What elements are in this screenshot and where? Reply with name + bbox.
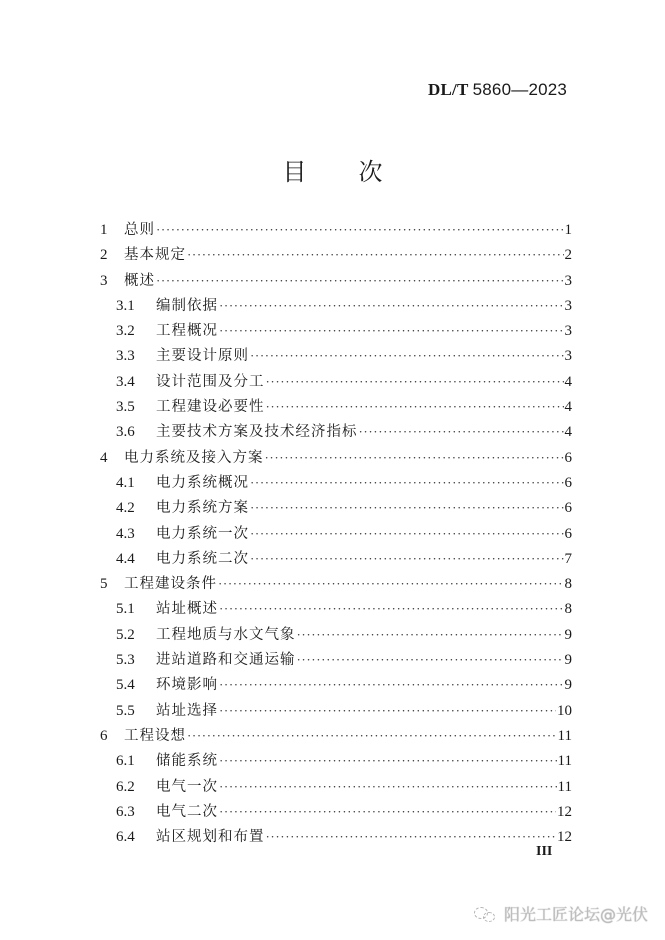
dot-leader	[219, 672, 564, 697]
toc-entry-title: 概述	[124, 272, 155, 289]
toc-entry[interactable]	[100, 824, 572, 849]
dot-leader	[250, 470, 564, 495]
standard-number: 5860—2023	[472, 80, 568, 99]
toc-entry-title: 电力系统概况	[156, 474, 249, 491]
toc-entry-page: 4	[564, 424, 572, 441]
toc-entry-number: 4.3	[116, 525, 135, 542]
dot-leader	[359, 419, 564, 444]
toc-entry-page: 3	[564, 323, 572, 340]
toc-entry-page: 4	[564, 373, 572, 390]
toc-entry-number: 5.5	[116, 702, 135, 719]
toc-entry-title: 总则	[124, 222, 155, 238]
toc-entry[interactable]	[100, 774, 572, 799]
toc-entry-title: 站址概述	[156, 601, 218, 618]
toc-entry-title: 环境影响	[156, 677, 218, 694]
dot-leader	[219, 774, 557, 799]
toc-entry-page: 12	[557, 829, 572, 846]
toc-entry-page: 6	[564, 525, 572, 542]
toc-entry[interactable]	[100, 723, 572, 748]
dot-leader	[219, 698, 556, 723]
toc-entry-number: 4.2	[116, 500, 135, 517]
toc-entry[interactable]	[100, 242, 572, 267]
dot-leader	[219, 293, 564, 318]
toc-entry-number: 3	[100, 272, 108, 289]
toc-entry-number: 6.3	[116, 803, 135, 820]
toc-entry[interactable]	[100, 748, 572, 773]
toc-entry-number: 4	[100, 449, 108, 466]
toc-entry-number: 5.4	[116, 677, 135, 694]
title-char-1: 目	[282, 158, 307, 186]
toc-entry-title: 主要设计原则	[156, 348, 249, 365]
toc-entry[interactable]	[100, 622, 572, 647]
toc-entry-title: 设计范围及分工	[156, 373, 265, 390]
toc-entry[interactable]	[100, 495, 572, 520]
toc-entry-title: 工程设想	[124, 727, 186, 744]
toc-entry-page: 2	[564, 247, 572, 264]
toc-entry-number: 6	[100, 727, 108, 744]
toc-entry[interactable]	[100, 268, 572, 293]
dot-leader	[156, 217, 564, 242]
toc-entry[interactable]	[100, 293, 572, 318]
toc-entry-page: 3	[564, 272, 572, 289]
toc-entry-number: 3.4	[116, 373, 135, 390]
toc-entry[interactable]	[100, 318, 572, 343]
dot-leader	[219, 596, 564, 621]
dot-leader	[187, 723, 557, 748]
toc-entry[interactable]	[100, 369, 572, 394]
toc-entry-number: 5.2	[116, 626, 135, 643]
dot-leader	[156, 268, 564, 293]
toc-entry-title: 工程概况	[156, 323, 218, 340]
dot-leader	[297, 647, 564, 672]
toc-entry[interactable]	[100, 698, 572, 723]
toc-entry-title: 站址选择	[156, 702, 218, 719]
toc-entry-page: 9	[564, 677, 572, 694]
dot-leader	[187, 242, 564, 267]
dot-leader	[219, 748, 557, 773]
toc-entry-title: 进站道路和交通运输	[156, 652, 296, 669]
dot-leader	[218, 571, 564, 596]
toc-entry-title: 基本规定	[124, 247, 186, 264]
dot-leader	[250, 546, 564, 571]
wechat-icon	[474, 906, 496, 922]
title-char-2: 次	[358, 158, 383, 186]
toc-entry-title: 储能系统	[156, 753, 218, 770]
toc-entry-title: 电力系统及接入方案	[124, 449, 264, 466]
toc-entry-number: 4.4	[116, 550, 135, 567]
dot-leader	[266, 369, 564, 394]
toc-entry-page: 9	[564, 626, 572, 643]
toc-entry-number: 3.3	[116, 348, 135, 365]
toc-entry-number: 1	[100, 222, 108, 238]
toc-entry-title: 主要技术方案及技术经济指标	[156, 424, 358, 441]
toc-entry[interactable]	[100, 470, 572, 495]
toc-entry-title: 工程地质与水文气象	[156, 626, 296, 643]
toc-entry-page: 1	[564, 222, 572, 238]
toc-entry-title: 站区规划和布置	[156, 829, 265, 846]
toc-entry[interactable]	[100, 445, 572, 470]
toc-entry-number: 5.1	[116, 601, 135, 618]
toc-entry[interactable]	[100, 419, 572, 444]
dot-leader	[265, 445, 564, 470]
dot-leader	[250, 495, 564, 520]
toc-entry-page: 3	[564, 348, 572, 365]
toc-entry-page: 10	[557, 702, 572, 719]
dot-leader	[297, 622, 564, 647]
standard-prefix: DL/T	[428, 80, 469, 99]
dot-leader	[266, 394, 564, 419]
dot-leader	[219, 799, 556, 824]
dot-leader	[250, 521, 564, 546]
toc-entry-number: 5.3	[116, 652, 135, 669]
toc-entry-number: 3.5	[116, 399, 135, 416]
toc-entry-page: 11	[557, 753, 572, 770]
toc-entry[interactable]	[100, 596, 572, 621]
toc-entry-number: 5	[100, 576, 108, 593]
toc-entry-number: 4.1	[116, 474, 135, 491]
toc-entry[interactable]	[100, 799, 572, 824]
page-title	[0, 152, 665, 187]
toc-entry[interactable]	[100, 217, 572, 242]
page-number: III	[536, 844, 553, 859]
toc-entry-title: 工程建设条件	[124, 576, 217, 593]
toc-entry-page: 7	[564, 550, 572, 567]
toc-entry-number: 3.6	[116, 424, 135, 441]
toc-entry-title: 工程建设必要性	[156, 399, 265, 416]
toc-entry-page: 6	[564, 449, 572, 466]
toc-entry-number: 6.2	[116, 778, 135, 795]
toc-entry[interactable]	[100, 672, 572, 697]
toc-entry-number: 6.4	[116, 829, 135, 846]
table-of-contents	[100, 217, 572, 849]
toc-entry-page: 11	[557, 778, 572, 795]
toc-entry-page: 3	[564, 297, 572, 314]
toc-entry[interactable]	[100, 546, 572, 571]
toc-entry-title: 电力系统一次	[156, 525, 249, 542]
dot-leader	[219, 318, 564, 343]
toc-entry-page: 9	[564, 652, 572, 669]
toc-entry-title: 电气二次	[156, 803, 218, 820]
toc-entry-page: 6	[564, 500, 572, 517]
toc-entry-page: 6	[564, 474, 572, 491]
toc-entry-title: 电力系统二次	[156, 550, 249, 567]
watermark-text: 阳光工匠论坛@光伏	[504, 905, 649, 924]
toc-entry[interactable]	[100, 571, 572, 596]
dot-leader	[250, 343, 564, 368]
toc-entry-page: 11	[557, 727, 572, 744]
toc-entry-title: 电力系统方案	[156, 500, 249, 517]
standard-code	[428, 80, 567, 100]
toc-entry-page: 4	[564, 399, 572, 416]
toc-entry-number: 3.2	[116, 323, 135, 340]
toc-entry-title: 电气一次	[156, 778, 218, 795]
toc-entry-number: 3.1	[116, 297, 135, 314]
toc-entry[interactable]	[100, 647, 572, 672]
toc-entry-page: 8	[564, 576, 572, 593]
toc-entry[interactable]	[100, 394, 572, 419]
dot-leader	[266, 824, 557, 849]
toc-entry[interactable]	[100, 521, 572, 546]
toc-entry-number: 2	[100, 247, 108, 264]
toc-entry-title: 编制依据	[156, 297, 218, 314]
toc-entry-page: 12	[557, 803, 572, 820]
watermark	[474, 902, 648, 925]
toc-entry-page: 8	[564, 601, 572, 618]
toc-entry[interactable]	[100, 343, 572, 368]
toc-entry-number: 6.1	[116, 753, 135, 770]
